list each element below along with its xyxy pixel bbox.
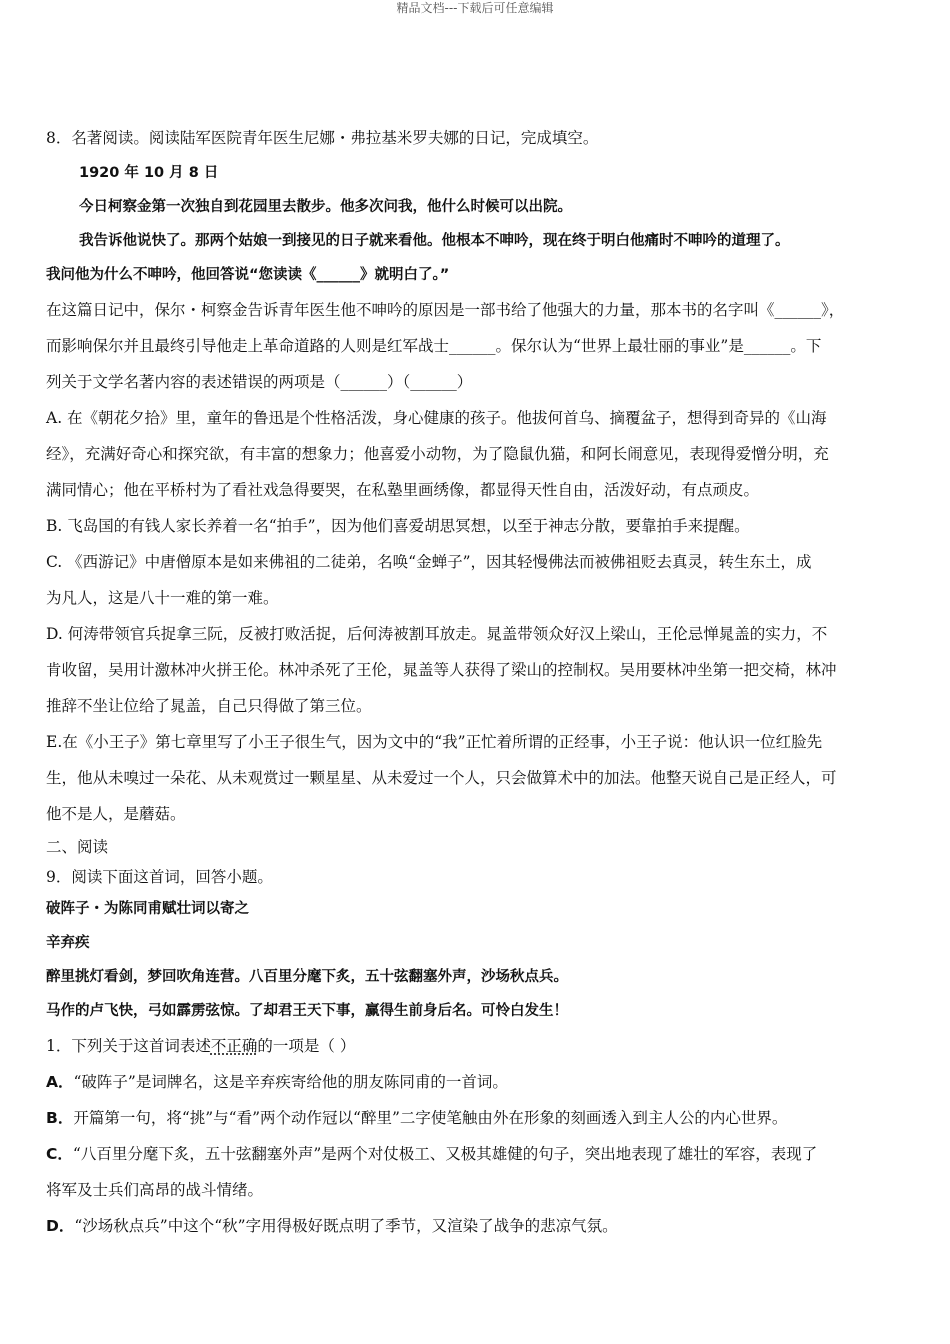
option-text: “八百里分麾下炙，五十弦翻塞外声”是两个对仗极工、又极其雄健的句子，突出地表现了雄壮的军容，表现了	[72, 1145, 818, 1163]
option-c-line-1: C. 《西游记》中唐僧原本是如来佛祖的二徒弟，名唤“金蝉子”，因其轻慢佛法而被佛祖贬去真灵，转生东土，成	[46, 553, 812, 571]
diary-line-1: 今日柯察金第一次独自到花园里去散步。他多次问我，他什么时候可以出院。	[79, 199, 572, 215]
question-9-title: 9．阅读下面这首词，回答小题。	[46, 868, 273, 886]
question-8-body-2: 而影响保尔并且最终引导他走上革命道路的人则是红军战士______。保尔认为“世界上最壮丽的事业”是______。下	[46, 337, 822, 355]
poem-line-2: 马作的卢飞快，弓如霹雳弦惊。了却君王天下事，赢得生前身后名。可怜白发生！	[46, 1003, 568, 1019]
poem-option-b	[46, 1100, 906, 1136]
question-8-title: 8．名著阅读。阅读陆军医院青年医生尼娜・弗拉基米罗夫娜的日记，完成填空。	[46, 129, 599, 147]
option-d-line-3: 推辞不坐让位给了晁盖，自己只得做了第三位。	[46, 697, 372, 715]
sub-question-1-prefix: 1．下列关于这首词表述	[46, 1037, 211, 1055]
emphasis-text: 不正确	[210, 1037, 258, 1055]
diary-line-2: 我告诉他说快了。那两个姑娘一到接见的日子就来看他。他根本不呻吟，现在终于明白他痛时不呻吟的道理了。	[79, 233, 790, 249]
document-body	[46, 120, 906, 1244]
diary-date: 1920 年 10 月 8 日	[79, 165, 219, 181]
option-e-line-2: 生，他从未嗅过一朵花、从未观赏过一颗星星、从未爱过一个人，只会做算术中的加法。他整天说自己是正经人，可	[46, 769, 837, 787]
option-a-line-1: A. 在《朝花夕拾》里，童年的鲁迅是个性格活泼，身心健康的孩子。他拔何首乌、摘覆盆子，想得到奇异的《山海	[46, 409, 827, 427]
option-text: 开篇第一句，将“挑”与“看”两个动作冠以“醉里”二字使笔触由外在形象的刻画透入到主人公的内心世界。	[73, 1109, 788, 1127]
question-8-body-1: 在这篇日记中，保尔・柯察金告诉青年医生他不呻吟的原因是一部书给了他强大的力量，那本书的名字叫《______》，	[46, 301, 845, 319]
sub-question-1-suffix: 的一项是（ ）	[257, 1037, 356, 1055]
option-text: “沙场秋点兵”中这个“秋”字用得极好既点明了季节，又渲染了战争的悲凉气氛。	[74, 1217, 618, 1235]
poem-option-d	[46, 1208, 906, 1244]
option-text: “破阵子”是词牌名，这是辛弃疾寄给他的朋友陈同甫的一首词。	[73, 1073, 508, 1091]
poem-option-c-line-2: 将军及士兵们高昂的战斗情绪。	[46, 1181, 264, 1199]
page-header: 精品文档---下载后可任意编辑	[396, 1, 554, 15]
poem-author: 辛弃疾	[46, 935, 90, 951]
poem-option-c	[46, 1136, 906, 1172]
option-a-line-3: 满同情心；他在平桥村为了看社戏急得要哭，在私塾里画绣像，都显得天性自由，活泼好动，有点顽皮。	[46, 481, 760, 499]
poem-option-a	[46, 1064, 906, 1100]
option-c-line-2: 为凡人，这是八十一难的第一难。	[46, 589, 279, 607]
option-label: C．	[46, 1145, 73, 1163]
option-e-line-3: 他不是人，是蘑菇。	[46, 805, 186, 823]
option-label: B．	[46, 1109, 74, 1127]
poem-line-1: 醉里挑灯看剑，梦回吹角连营。八百里分麾下炙，五十弦翻塞外声，沙场秋点兵。	[46, 969, 568, 985]
question-8-body-3: 列关于文学名著内容的表述错误的两项是（______）（______）	[46, 373, 473, 391]
option-b-line-1: B. 飞岛国的有钱人家长养着一名“拍手”，因为他们喜爱胡思冥想，以至于神志分散，要靠拍手来提醒。	[46, 517, 750, 535]
option-label: D．	[46, 1217, 75, 1235]
option-d-line-2: 肯收留，吴用计激林冲火拼王伦。林冲杀死了王伦，晁盖等人获得了梁山的控制权。吴用要林冲坐第一把交椅，林冲	[46, 661, 837, 679]
option-a-line-2: 经》，充满好奇心和探究欲，有丰富的想象力；他喜爱小动物，为了隐鼠仇猫，和阿长闹意见，表现得爱憎分明，充	[46, 445, 829, 463]
option-e-line-1: E.在《小王子》第七章里写了小王子很生气，因为文中的“我”正忙着所谓的正经事，小王子说：他认识一位红脸先	[46, 733, 823, 751]
section-2-title: 二、阅读	[46, 838, 109, 856]
poem-title: 破阵子・为陈同甫赋壮词以寄之	[46, 901, 249, 917]
option-label: A．	[46, 1073, 74, 1091]
option-d-line-1: D. 何涛带领官兵捉拿三阮，反被打败活捉，后何涛被割耳放走。晁盖带领众好汉上梁山，王伦忌惮晁盖的实力，不	[46, 625, 828, 643]
sub-question-1	[46, 1028, 906, 1064]
diary-line-3: 我问他为什么不呻吟，他回答说“您读读《______》就明白了。”	[46, 267, 450, 283]
